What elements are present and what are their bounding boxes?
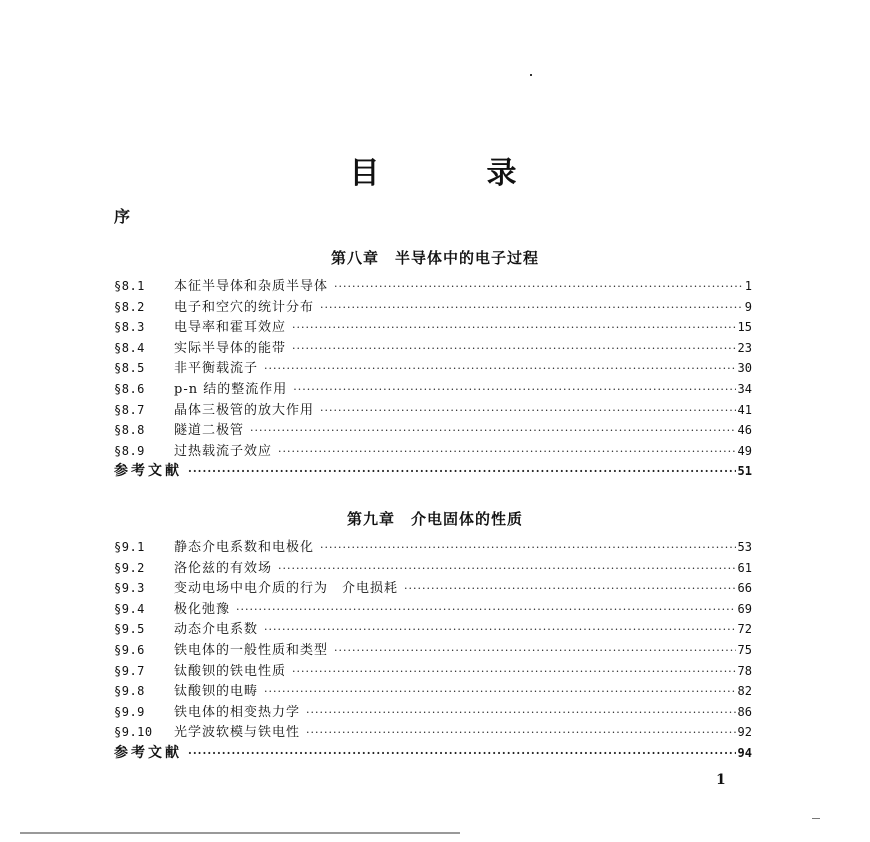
section-number: §9.1 — [114, 540, 145, 554]
references-title: 参考文献 — [114, 744, 182, 761]
toc-entry-9-10[interactable] — [114, 721, 752, 742]
section-title: 实际半导体的能带 — [174, 340, 287, 356]
leader-dots — [278, 445, 736, 458]
section-title: 静态介电系数和电极化 — [174, 540, 315, 555]
title-char-left: 目 — [349, 156, 384, 191]
section-number: §9.3 — [114, 581, 145, 596]
toc-entry-9-8[interactable] — [114, 680, 752, 701]
section-number: §9.7 — [114, 663, 145, 678]
page-number: 78 — [737, 663, 752, 678]
section-title: 变动电场中电介质的行为 介电损耗 — [174, 581, 399, 597]
page-folio: 1 — [716, 772, 726, 788]
toc-entry-8-1[interactable] — [114, 275, 752, 296]
page-number: 1 — [744, 279, 752, 293]
references-title: 参考文献 — [114, 463, 182, 480]
leader-dots — [293, 383, 735, 396]
toc-entry-8-3[interactable] — [114, 316, 752, 337]
section-number: §8.2 — [114, 299, 145, 314]
page-number: 41 — [737, 402, 752, 417]
leader-dots — [264, 362, 736, 375]
section-number: §9.6 — [114, 642, 145, 657]
toc-references-ch8[interactable] — [114, 460, 752, 484]
section-number: §8.3 — [114, 320, 145, 335]
page-number: 82 — [737, 684, 752, 699]
leader-dots — [188, 465, 736, 478]
scan-edge-artifact — [20, 832, 460, 834]
leader-dots — [264, 685, 736, 698]
section-title: 铁电体的相变热力学 — [174, 704, 301, 720]
section-title: 光学波软模与铁电性 — [174, 725, 301, 741]
section-title: 隧道二极管 — [174, 423, 245, 439]
toc-entry-9-5[interactable] — [114, 618, 752, 639]
page-number: 53 — [737, 540, 752, 554]
leader-dots — [278, 562, 736, 575]
page-number: 51 — [737, 464, 752, 479]
leader-dots — [306, 706, 736, 719]
leader-dots — [320, 404, 736, 417]
section-title: 极化弛豫 — [174, 601, 231, 617]
leader-dots — [292, 665, 736, 678]
scan-speck — [812, 818, 820, 819]
toc-entry-9-3[interactable] — [114, 577, 752, 598]
section-title: 电子和空穴的统计分布 — [174, 299, 315, 315]
toc-entry-8-6[interactable] — [114, 378, 752, 399]
page-number: 15 — [737, 320, 752, 335]
section-title: 晶体三极管的放大作用 — [174, 402, 315, 418]
leader-dots — [264, 623, 736, 636]
leader-dots — [320, 541, 736, 554]
toc-references-ch9[interactable] — [114, 742, 752, 766]
section-number: §9.10 — [114, 725, 153, 740]
toc-entry-8-2[interactable] — [114, 296, 752, 317]
leader-dots — [188, 747, 736, 760]
section-title: 钛酸钡的铁电性质 — [174, 663, 287, 679]
section-number: §9.9 — [114, 704, 145, 719]
section-title: 非平衡载流子 — [174, 361, 259, 377]
page-number: 94 — [737, 745, 752, 760]
section-number: §8.6 — [114, 381, 145, 396]
section-title: 洛伦兹的有效场 — [174, 560, 273, 576]
leader-dots — [292, 321, 736, 334]
section-number: §8.7 — [114, 402, 145, 417]
toc-entry-8-5[interactable] — [114, 357, 752, 378]
toc-entry-9-6[interactable] — [114, 639, 752, 660]
page-number: 69 — [737, 601, 752, 616]
page-number: 92 — [737, 725, 752, 740]
toc-entry-8-8[interactable] — [114, 419, 752, 440]
leader-dots — [334, 644, 736, 657]
section-number: §8.9 — [114, 443, 145, 458]
leader-dots — [404, 582, 736, 595]
leader-dots — [334, 280, 743, 293]
toc-entry-8-4[interactable] — [114, 337, 752, 358]
section-number: §9.2 — [114, 560, 145, 575]
toc-entry-9-9[interactable] — [114, 701, 752, 722]
section-number: §9.4 — [114, 601, 145, 616]
section-title: 过热载流子效应 — [174, 443, 273, 459]
page-number: 61 — [737, 560, 752, 575]
leader-dots — [306, 726, 736, 739]
page-number: 23 — [737, 340, 752, 355]
leader-dots — [250, 424, 736, 437]
section-title: 钛酸钡的电畴 — [174, 684, 259, 700]
chapter-9-toc — [114, 536, 752, 766]
page-title — [0, 148, 870, 192]
toc-entry-9-1[interactable] — [114, 536, 752, 557]
chapter-8-toc — [114, 275, 752, 484]
section-number: §8.1 — [114, 279, 145, 293]
section-number: §8.8 — [114, 423, 145, 438]
section-number: §8.5 — [114, 361, 145, 376]
toc-entry-9-7[interactable] — [114, 660, 752, 681]
toc-entry-8-9[interactable] — [114, 440, 752, 461]
page-number: 66 — [737, 581, 752, 596]
section-title: p-n 结的整流作用 — [174, 381, 288, 397]
leader-dots — [292, 342, 736, 355]
page-number: 30 — [737, 361, 752, 376]
scan-speck — [530, 74, 532, 76]
section-title: 动态介电系数 — [174, 622, 259, 638]
section-title: 电导率和霍耳效应 — [174, 320, 287, 336]
section-number: §8.4 — [114, 340, 145, 355]
toc-entry-9-2[interactable] — [114, 557, 752, 578]
page-number: 9 — [744, 299, 752, 314]
toc-entry-8-7[interactable] — [114, 399, 752, 420]
toc-entry-9-4[interactable] — [114, 598, 752, 619]
page-number: 34 — [737, 381, 752, 396]
page-number: 49 — [737, 443, 752, 458]
page-number: 75 — [737, 642, 752, 657]
leader-dots — [236, 603, 736, 616]
chapter-8-heading[interactable]: 第八章 半导体中的电子过程 — [330, 249, 539, 267]
page-number: 72 — [737, 622, 752, 637]
page-number: 86 — [737, 704, 752, 719]
title-char-right: 录 — [486, 156, 521, 191]
page-number: 46 — [737, 423, 752, 438]
section-number: §9.8 — [114, 684, 145, 699]
section-number: §9.5 — [114, 622, 145, 637]
chapter-9-heading[interactable]: 第九章 介电固体的性质 — [346, 510, 523, 528]
section-title: 铁电体的一般性质和类型 — [174, 642, 329, 658]
section-title: 本征半导体和杂质半导体 — [174, 279, 329, 294]
toc-preface[interactable]: 序 — [114, 207, 131, 226]
leader-dots — [320, 301, 743, 314]
